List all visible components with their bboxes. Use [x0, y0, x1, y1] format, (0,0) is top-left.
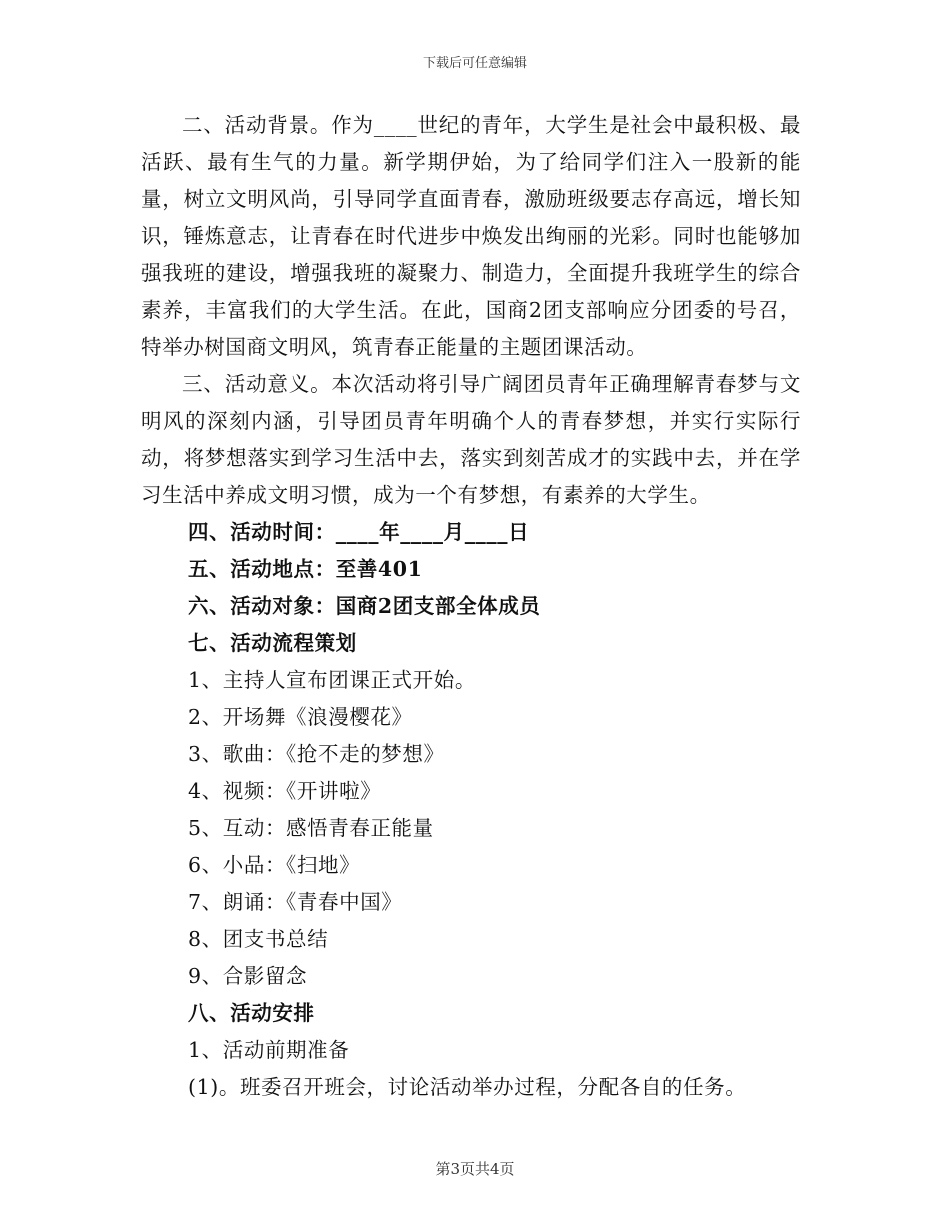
page-number: 第3页共4页	[435, 1160, 515, 1178]
section-significance: 三、活动意义。本次活动将引导广阔团员青年正确理解青春梦与文明风的深刻内涵，引导团员青年明确个人的青春梦想，并实行实际行动，将梦想落实到学习生活中去，落实到刻苦成才的实践中去，并在学习生活中养成文明习惯，成为一个有梦想，有素养的大学生。	[141, 372, 801, 507]
flow-item: 3、歌曲：《抢不走的梦想》	[188, 742, 445, 766]
flow-item: 2、开场舞《浪漫樱花》	[188, 705, 413, 729]
flow-item: 8、团支书总结	[188, 927, 329, 951]
section-background: 二、活动背景。作为____世纪的青年，大学生是社会中最积极、最活跃、最有生气的力量。新学期伊始，为了给同学们注入一股新的能量，树立文明风尚，引导同学直面青春，激励班级要志存高远，增长知识，锤炼意志，让青春在时代进步中焕发出绚丽的光彩。同时也能够加强我班的建设，增强我班的凝聚力、制造力，全面提升我班学生的综合素养，丰富我们的大学生活。在此，国商2团支部响应分团委的号召，特举办树国商文明风，筑青春正能量的主题团课活动。	[141, 113, 801, 359]
section-arrangement-heading: 八、活动安排	[188, 1001, 315, 1025]
section-flow-heading: 七、活动流程策划	[188, 631, 357, 655]
document-body	[141, 107, 801, 1106]
flow-item: 7、朗诵：《青春中国》	[188, 890, 403, 914]
section-time: 四、活动时间：____年____月____日	[188, 520, 530, 544]
section-location: 五、活动地点：至善401	[188, 557, 423, 581]
arrangement-step: (1)。班委召开班会，讨论活动举办过程，分配各自的任务。	[188, 1075, 747, 1099]
section-participants: 六、活动对象：国商2团支部全体成员	[188, 594, 541, 618]
flow-item: 1、主持人宣布团课正式开始。	[188, 668, 476, 692]
flow-item: 6、小品：《扫地》	[188, 853, 361, 877]
page-header: 下载后可任意编辑	[422, 56, 527, 71]
flow-item: 5、互动：感悟青春正能量	[188, 816, 434, 840]
flow-item: 9、合影留念	[188, 964, 308, 988]
arrangement-subheading: 1、活动前期准备	[188, 1038, 350, 1062]
flow-item: 4、视频：《开讲啦》	[188, 779, 382, 803]
